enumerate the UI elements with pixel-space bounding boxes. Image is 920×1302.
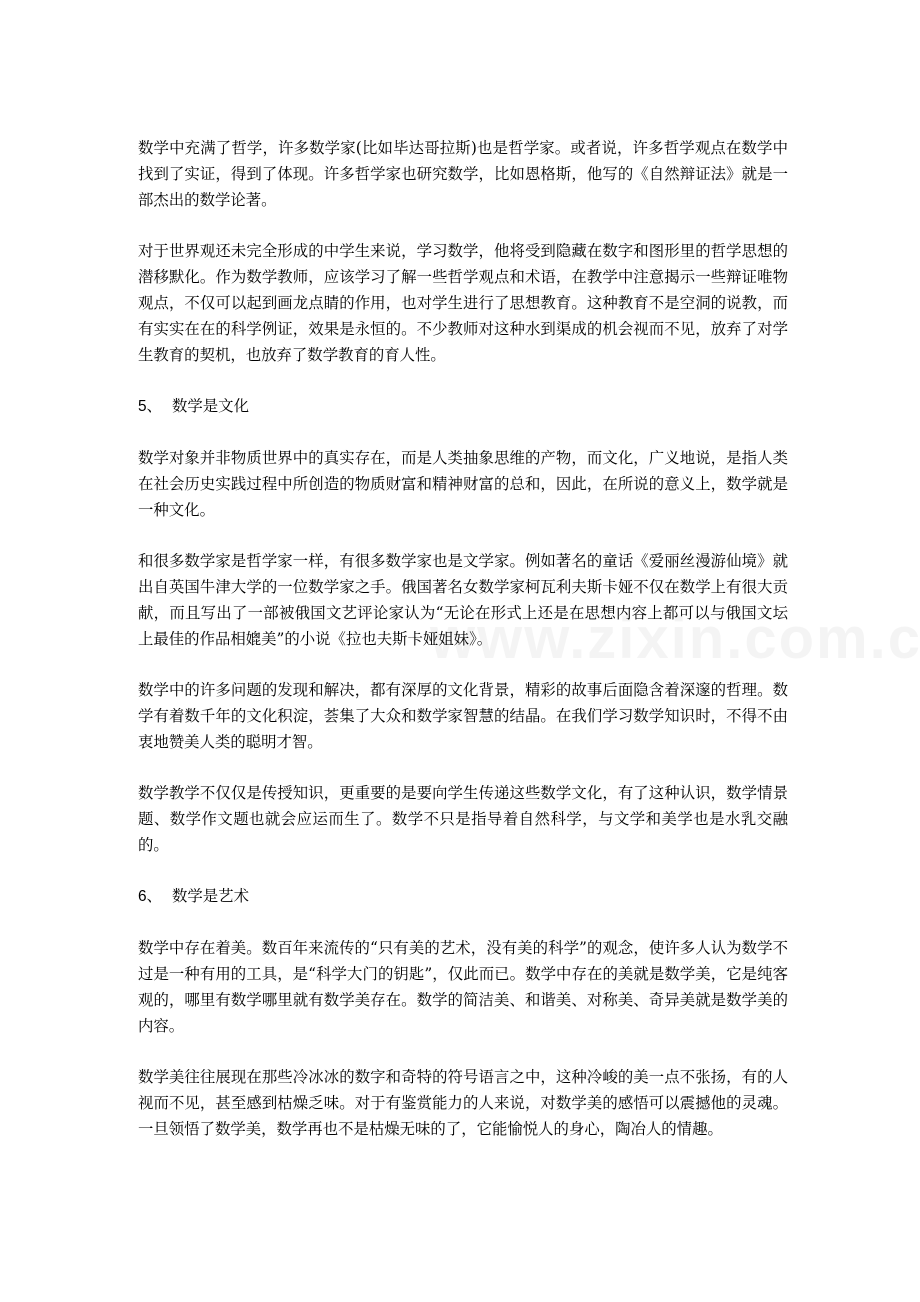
section-title: 数学是文化 — [172, 397, 249, 415]
section-number: 5、 — [138, 398, 162, 415]
paragraph-culture-3: 数学中的许多问题的发现和解决，都有深厚的文化背景，精彩的故事后面隐含着深邃的哲理。数学有着数千年的文化积淀，荟集了大众和数学家智慧的结晶。在我们学习数学知识时，不得不由衷地赞美人类的聪明才智。 — [138, 681, 788, 751]
section-number: 6、 — [138, 888, 162, 905]
section-heading-art — [138, 883, 788, 910]
section-title: 数学是艺术 — [172, 887, 249, 905]
paragraph-culture-2: 和很多数学家是哲学家一样，有很多数学家也是文学家。例如著名的童话《爱丽丝漫游仙境》就出自英国牛津大学的一位数学家之手。俄国著名女数学家柯瓦利夫斯卡娅不仅在数学上有很大贡献，而且写出了一部被俄国文艺评论家认为“无论在形式上还是在思想内容上都可以与俄国文坛上最佳的作品相媲美”的小说《拉也夫斯卡娅姐妹》。 — [138, 552, 788, 648]
paragraph-culture-1: 数学对象并非物质世界中的真实存在，而是人类抽象思维的产物，而文化，广义地说，是指人类在社会历史实践过程中所创造的物质财富和精神财富的总和，因此，在所说的意义上，数学就是一种文化。 — [138, 449, 788, 519]
paragraph-art-2: 数学美往往展现在那些冷冰冰的数字和奇特的符号语言之中，这种冷峻的美一点不张扬，有的人视而不见，甚至感到枯燥乏味。对于有鉴赏能力的人来说，对数学美的感悟可以震撼他的灵魂。一旦领悟了数学美，数学再也不是枯燥无味的了，它能愉悦人的身心，陶冶人的情趣。 — [138, 1068, 788, 1138]
paragraph-culture-4: 数学教学不仅仅是传授知识，更重要的是要向学生传递这些数学文化，有了这种认识，数学情景题、数学作文题也就会应运而生了。数学不只是指导着自然科学，与文学和美学也是水乳交融的。 — [138, 784, 788, 854]
paragraph-philosophy-2: 对于世界观还未完全形成的中学生来说，学习数学，他将受到隐藏在数字和图形里的哲学思想的潜移默化。作为数学教师，应该学习了解一些哲学观点和术语，在教学中注意揭示一些辩证唯物观点，不仅可以起到画龙点睛的作用，也对学生进行了思想教育。这种教育不是空洞的说教，而有实实在在的科学例证，效果是永恒的。不少教师对这种水到渠成的机会视而不见，放弃了对学生教育的契机，也放弃了数学教育的育人性。 — [138, 242, 788, 364]
paragraph-art-1: 数学中存在着美。数百年来流传的“只有美的艺术，没有美的科学”的观念，使许多人认为数学不过是一种有用的工具，是“科学大门的钥匙”，仅此而已。数学中存在的美就是数学美，它是纯客观的，哪里有数学哪里就有数学美存在。数学的简洁美、和谐美、对称美、奇异美就是数学美的内容。 — [138, 939, 788, 1035]
section-heading-culture — [138, 393, 788, 420]
document-body — [138, 135, 788, 1167]
paragraph-philosophy-1: 数学中充满了哲学，许多数学家(比如毕达哥拉斯)也是哲学家。或者说，许多哲学观点在数学中找到了实证，得到了体现。许多哲学家也研究数学，比如恩格斯，他写的《自然辩证法》就是一部杰出的数学论著。 — [138, 139, 788, 209]
